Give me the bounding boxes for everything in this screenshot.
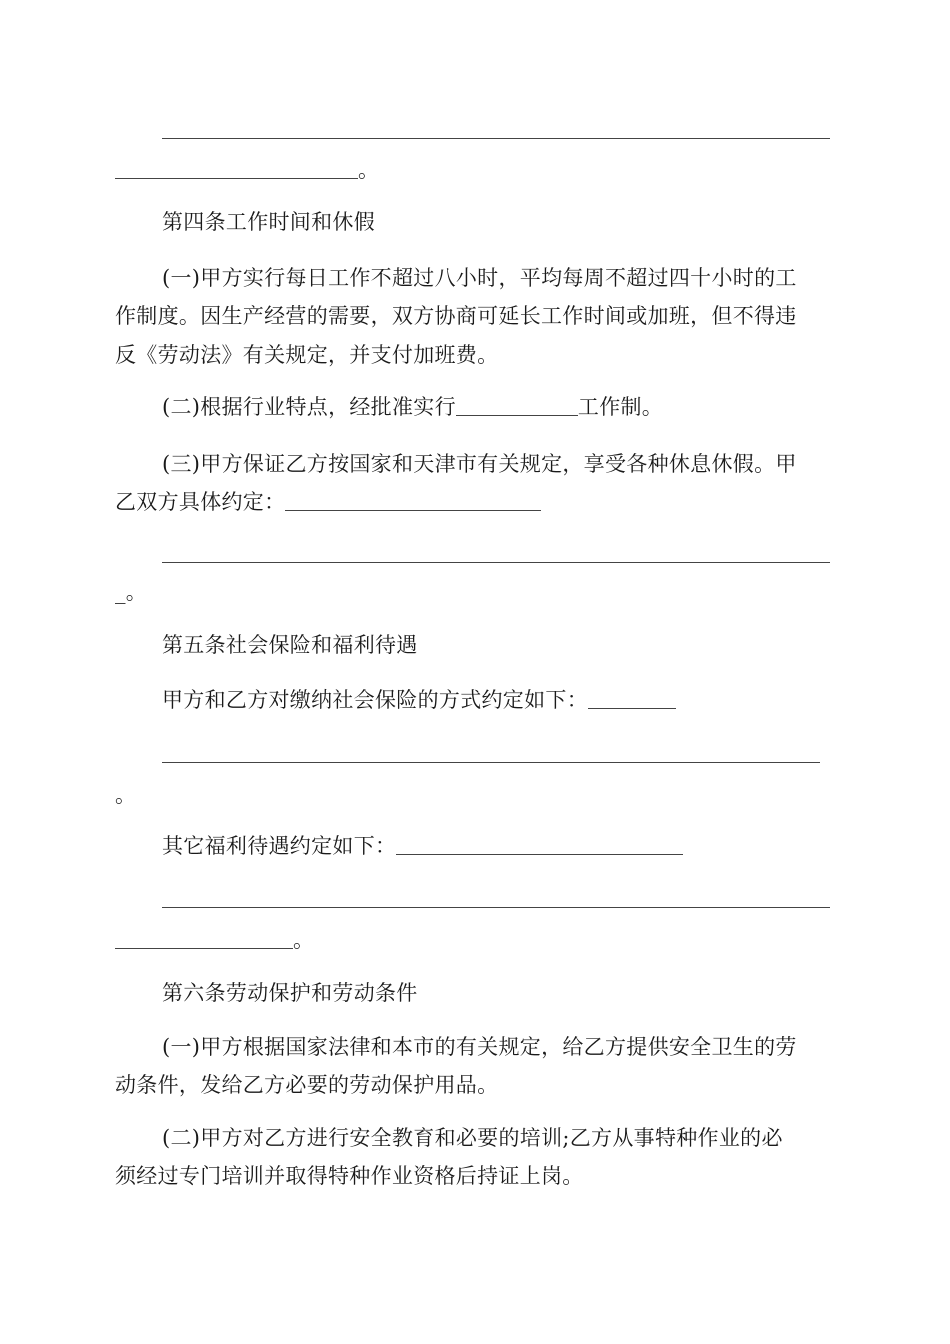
blank-field [588, 688, 676, 709]
article-heading: 第四条工作时间和休假 [162, 210, 375, 234]
blank-field [396, 834, 683, 855]
text-line: 。 [115, 783, 137, 807]
blank-field [285, 490, 541, 511]
text-line: _。 [115, 580, 148, 604]
text-line: 。 [115, 926, 314, 954]
article-heading: 第六条劳动保护和劳动条件 [162, 981, 418, 1005]
paragraph-line: 乙双方具体约定： [115, 488, 541, 516]
paragraph-line: (二)根据行业特点，经批准实行 工作制。 [162, 395, 664, 419]
blank-line [162, 762, 820, 763]
paragraph-line: 反《劳动法》有关规定，并支付加班费。 [115, 343, 499, 367]
paragraph-line: (二)甲方对乙方进行安全教育和必要的培训;乙方从事特种作业的必 [162, 1126, 783, 1150]
paragraph-line: 须经过专门培训并取得特种作业资格后持证上岗。 [115, 1164, 584, 1188]
paragraph-line: (一)甲方实行每日工作不超过八小时，平均每周不超过四十小时的工 [162, 266, 797, 290]
text-line: 。 [115, 156, 379, 184]
blank-line [162, 138, 830, 139]
blank-field [115, 158, 358, 179]
paragraph-line: (一)甲方根据国家法律和本市的有关规定，给乙方提供安全卫生的劳 [162, 1035, 797, 1059]
paragraph-line: 作制度。因生产经营的需要，双方协商可延长工作时间或加班，但不得违 [115, 304, 797, 328]
paragraph-line: 甲方和乙方对缴纳社会保险的方式约定如下： [162, 686, 676, 714]
paragraph-line: 其它福利待遇约定如下： [162, 832, 683, 860]
paragraph-line: (三)甲方保证乙方按国家和天津市有关规定，享受各种休息休假。甲 [162, 452, 797, 476]
blank-field [115, 928, 293, 949]
article-heading: 第五条社会保险和福利待遇 [162, 633, 418, 657]
blank-line [162, 907, 830, 908]
paragraph-line: 动条件，发给乙方必要的劳动保护用品。 [115, 1073, 499, 1097]
blank-line [162, 562, 830, 563]
blank-field [456, 395, 578, 416]
